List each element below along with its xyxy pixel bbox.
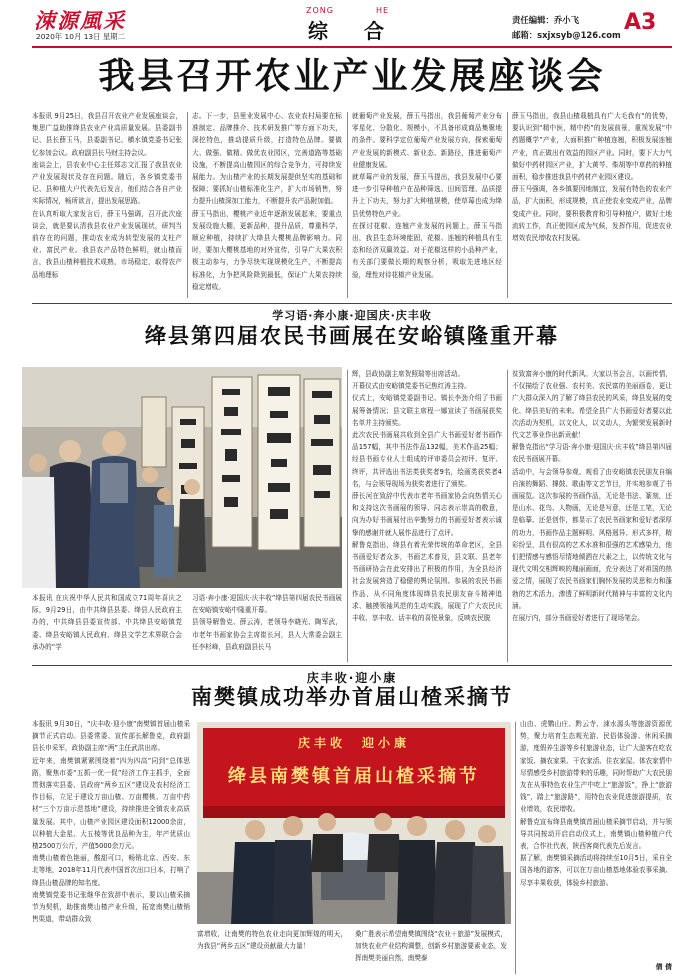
section-title: 综 合: [308, 19, 392, 43]
page-number: A3: [624, 10, 657, 35]
article1-col3-text: 就葡萄产业发展，薛玉马指出，我县葡萄产业分布零星化、分散化、规模小，不具备形成商品集聚地的条件。要科学定位葡萄产业发展方向，探索葡萄产业发展的新模式、新业态、新路径，推进葡萄产业健康发展。 就草莓产业的发展，薛玉马提出，我县发展中心要进一步引导种植户在品种筛选、田间管理、品质提升上下功夫，努力扩大种植规模，使草莓也成为绛县优势特色产业。 在探讨花椒、连翘产业发展的问题上，薛玉马指出，我县生态环境能固，花椒、连翘的种植具有生态和经济双赢效益。对于花椒这样的小品种产业，有关部门要做长期的观察分析，吸取先进地区经验，理性对待花椒产业发展。: [352, 112, 502, 279]
col-divider: [507, 112, 508, 298]
paper-name: 涑源風采: [34, 8, 126, 33]
article3-headline: 南樊镇成功举办首届山楂采摘节: [191, 685, 513, 709]
masthead: [0, 0, 700, 46]
article1-headline: 我县召开农业产业发展座谈会: [98, 56, 606, 97]
article3-kicker: 庆丰收·迎小康: [306, 671, 398, 685]
article1-col1-text: 本报讯 9月25日，我县召开农业产业发展座谈会，集思广益助推绛县农业产业高质量发展。县委副书记、县长薛玉马，县委副书记、横水镇党委书记张忆参加会议。政府副县长马财主持会议。 座谈会上，县农业中心主任郑志文汇报了我县农业产业发展现状及存在问题。随后，各乡镇党委书记、县种植大户代表先后发言，他们结合各自产业实际情况，畅所欲言，提出发展思路。 在认真听取大家发言后，薛玉马强调，召开此次座谈会，就是要认清我县农业产业发展现状，研判当前存在的问题，推动农业成为转型发展的支柱产业、富民产业。我县农产品特色鲜明，就山楂而言，我县山楂种植技术成熟，市场稳定，取得农产品地理标: [32, 112, 182, 279]
section-pinyin-right: HE: [376, 6, 390, 15]
article3-col2-text: 富增收，让南樊的特色农业走向更加辉煌的明天，为我县“两乡五区”建设贡献最大力量！: [197, 930, 347, 951]
section-separator: [32, 665, 672, 666]
col-divider: [507, 370, 508, 662]
header-rule: [32, 46, 672, 48]
calligraphy-exhibition-photo: [22, 367, 342, 588]
article1-col2: [192, 110, 342, 300]
article2-kicker: 学习语·奔小康·迎国庆·庆丰收: [272, 309, 432, 322]
article2-headline: 绛县第四届农民书画展在安峪镇隆重开幕: [145, 324, 559, 348]
email-label: 邮箱：sxjxsyb@126.com: [512, 30, 621, 40]
article1-col4: [512, 110, 672, 300]
festival-ceremony-illustration: [197, 722, 511, 924]
article3-col3-text: 桑广胜表示希望南樊镇围绕“农业＋旅游”发展模式，加快农业产业结构调整，创新乡村旅游要素业态，发挥南樊美丽自然，南樊泰: [355, 930, 507, 963]
col-divider: [347, 112, 348, 298]
article2-lead-text2: 习语·奔小康·迎国庆·庆丰收”绛县第四届农民书画展在安峪镇安峪中隆重开幕。 县领导解鲁克、薛云涛，老领导李晓光、陶军武，市老年书画家协会主席崔长河，县人大常委会副主任李杉峰，县政府副县长马: [192, 594, 342, 651]
issue-date: 2020年 10月 13日 星期二: [36, 32, 126, 41]
col-divider: [187, 112, 188, 298]
banner-text: 庆丰收 迎小康: [297, 736, 410, 750]
article3-col1: [32, 718, 190, 980]
editor-label: 责任编辑：乔小飞: [512, 15, 579, 25]
section-pinyin-left: ZONG: [306, 6, 334, 15]
exhibition-scene-illustration: [22, 367, 342, 588]
article2-col-a: [352, 368, 502, 664]
article2-col-b: [512, 368, 672, 664]
article2-col-a-text: 辉，县政协副主席贺照瑞等出席活动。 开幕仪式由安峪镇党委书记焦红涛主持。 仪式上，安峪镇党委副书记、镇长李劲介绍了书画展筹备情况；县文联主席程一娜宣读了书画展获奖名单并主持颁奖。 此次农民书画展共收到全县广大书画爱好者书画作品157幅，其中书法作品132幅，美术作品25幅；经县书画专业人士组成的评审委员会初评、复评、终评，共评选出书法类获奖者9名，绘画类获奖者4名，与会领导现场为获奖者进行了颁奖。 薛长河在致辞中代表市老年书画家协会向热情关心和支持这次书画展的领导、同志表示崇高的敬意，向为办好书画展付出辛勤努力的书画爱好者表示诚挚的感谢并就人展作品进行了点评。 解鲁克指出，绛县有着光荣传统的革命老区，全县书画爱好者众多，书画艺术普及，县文联、县老年书画研协会在此安排出了积极的作用，为全县经济社会发展营造了稳健的舆论氛围。参展的农民书画作品，从不同角度体现绛县农民朋友奋斗精神追求、触摸领袖风范的生动实践，展现了广大农民庆丰收、享丰收、话丰收的喜悦景象，反映农民脱: [352, 370, 502, 623]
article1-col4-text: 薛玉马指出，我县山楂栽植具有广大毛我有“的优势，要认识到“精中医，精中药”的发展前景，重视发展“中药题概学”产业，大面积推广种植连翘，积极发展连翘产业，真正做出有效益的园区产业。同时，要下大力气做好中药材园区产业，扩大黄芩、柴胡等中草药的种植面积，稳步推进我县中药材产业园区建设。 薛玉马强调，各乡镇要因地制宜，发展有特色的农业产品，扩大面积，形成规模，真正使农业变成产业，品牌变成产业。同时，要积极教育和引导种植户，做好土地流转工作，真正使园区成为气候，发挥作用，促进农业增效农民增收农村发展。: [512, 112, 672, 243]
article3-byline: 倩 倩: [655, 963, 672, 971]
article2-lead-col1: [32, 592, 182, 666]
col-divider: [347, 370, 348, 662]
article2-lead-text1: 本报讯 在庆祝中华人民共和国成立71周年喜庆之际，9月29日，由中共绛县县委、绛县人民政府主办的，中共绛县县委宣传部、中共绛县安峪镇党委、绛县安峪镇人民政府、绛县文学艺术界联合会承办的“学: [32, 594, 182, 651]
col-divider: [515, 722, 516, 974]
article2-lead-col2: [192, 592, 342, 666]
article3-col4-text: 山由、虎鹦山庄、黔云寺、涑水源头等旅游资源优势，聚力培育生态观光游、民俗体验游、休闲采摘游，度假养生游等乡村旅游业态，让广大游客在吃农家饭、摘农家果、干农家活、住农家屋、体农家情中尽情感受乡村旅游带来的乐趣，同时帮助广大农民朋友在从事特色农业生产中吃上“旅游饭”，挣上“旅游钱”，踏上“旅游路”，用特色农业促进旅游提质，农业增效，农民增收。 解鲁克宣布绛县南樊镇首届山楂采摘节启动，并与领导共同按动开启启动仪式上，南樊镇山楂种植户代表，合作社代表，陕西客商代表先后发言。 据了解，南樊镇采摘活动将持续至10月5日，采自全国各地的游客，可以在万亩山楂基地体验农事采摘、尽享丰果收获，体验乡村旅游。: [520, 720, 672, 887]
article3-col2: [197, 928, 347, 980]
banner-title: 绛县南樊镇首届山楂采摘节: [228, 766, 480, 787]
hawthorn-festival-photo: [197, 722, 511, 924]
article1-col1: [32, 110, 182, 300]
article2-col-b-text: 贫致富奔小康的时代新风。大家以书会言，以画传情，不仅描绘了农业强、农村美、农民富的美丽画卷，更让广大群众深入的了解了绛县农民的风采，绛县发展的变化、绛县美好的未来。希望全县广大书画爱好者要以此次活动为契机，以文化人，以文动人，为繁荣发展新时代文艺事业作出新贡献！ 解鲁克指出“学习语·奔小康·迎国庆·庆丰收”绛县第四届农民书画展开幕。 活动中，与会领导参观、观看了由安峪镇农民朋友自编自演的舞蹈、撑鼓、歌曲等文艺节目，并实地参观了书画展览。这次参展的书画作品，无论是书法、篆刻，还是山水、花鸟、人物画，无论是写意，还是工笔，无论是临摹、还是创作，都显示了农民书画家和爱好者深厚的功力，书画作品主题鲜明、风格迥异、形式多样，精彩纷呈，具有很高的艺术水准和很强的艺术感染力，他们把情感与感悟尽情地倾洒在尺素之上，以传统文化与现代文明交相辉映的瑰丽画面，充分表达了对祖国的热爱之情，展现了农民书画家们胸怀发展的灵思和力和蓬勃的艺术活力，渗透了鲜明新时代精神与丰富的文化内涵。 在展厅内，部分书画爱好者进行了现场笔会。: [512, 370, 672, 623]
article3-col4: [520, 718, 672, 958]
article3-col3: [355, 928, 507, 980]
article1-col2-text: 志。下一步，县里业发展中心、农业农村局要在标准制定、品牌推介、技术研发推广等方面下功夫，深挖特色，推动提质升级，打造特色品牌。要做大、做强、做精、做优农业园区，完善道路等基础设施，不断提高山楂园区的综合竞争力，可持续发展能力。为山楂产业的长期发展提供坚实的基础和保障；要抓好山楂标准化生产，扩大市场销售，努力提升山楂深加工能力，不断提升农产品附加值。 薛玉马指出，樱桃产业近年逐渐发展起来，要重点发展设施大棚，更新品种，提升品质，尊重科学，顺应种植，持续扩大绛县大樱桃品牌影响力。同时，要加大樱桃基地的对外宣传，引导广大果农积极主动参与，力争尽快实现规模化生产，不断提高标准化，力争把风险降到最低，保证广大果农持续稳定增收。: [192, 112, 342, 291]
article3-col1-text: 本报讯 9月30日，“庆丰收·迎小康”南樊镇首届山楂采摘节正式启动。县委常委、宣传部长解鲁克，政府副县长申采军，政协副主席“两”主任武洪出席。 近年来，南樊镇紧紧围绕着“四为四高”同到”总体思路，聚焦市委“五抓一优一促”经济工作主抓手，全面贯彻落实县委、县政府“两乡五区”建设及农村经济工作目标，立足于建设万亩山楂、万亩樱桃、万亩中药材“三个万亩示范基地”建设，持续推进全镇农业高质量发展。其中，山楂产业园区建设面积12000余亩，以种植大金星、大五棱等优良品种为主，年产优质山楂2500万公斤，产值5000余万元。 南樊山楂着色艳丽，酸甜可口，畅销北京、西安、东北等地，2018年11月代表中国首次出口日本，打响了绛县山楂品牌的知名度。 南樊镇党委书记张继华在致辞中表示，要以山楂采摘节为契机，助推南樊山楂产业升级，拓宽南樊山楂销售渠道，带动群众致: [32, 720, 190, 924]
article1-col3: [352, 110, 502, 300]
section-separator: [32, 303, 672, 304]
